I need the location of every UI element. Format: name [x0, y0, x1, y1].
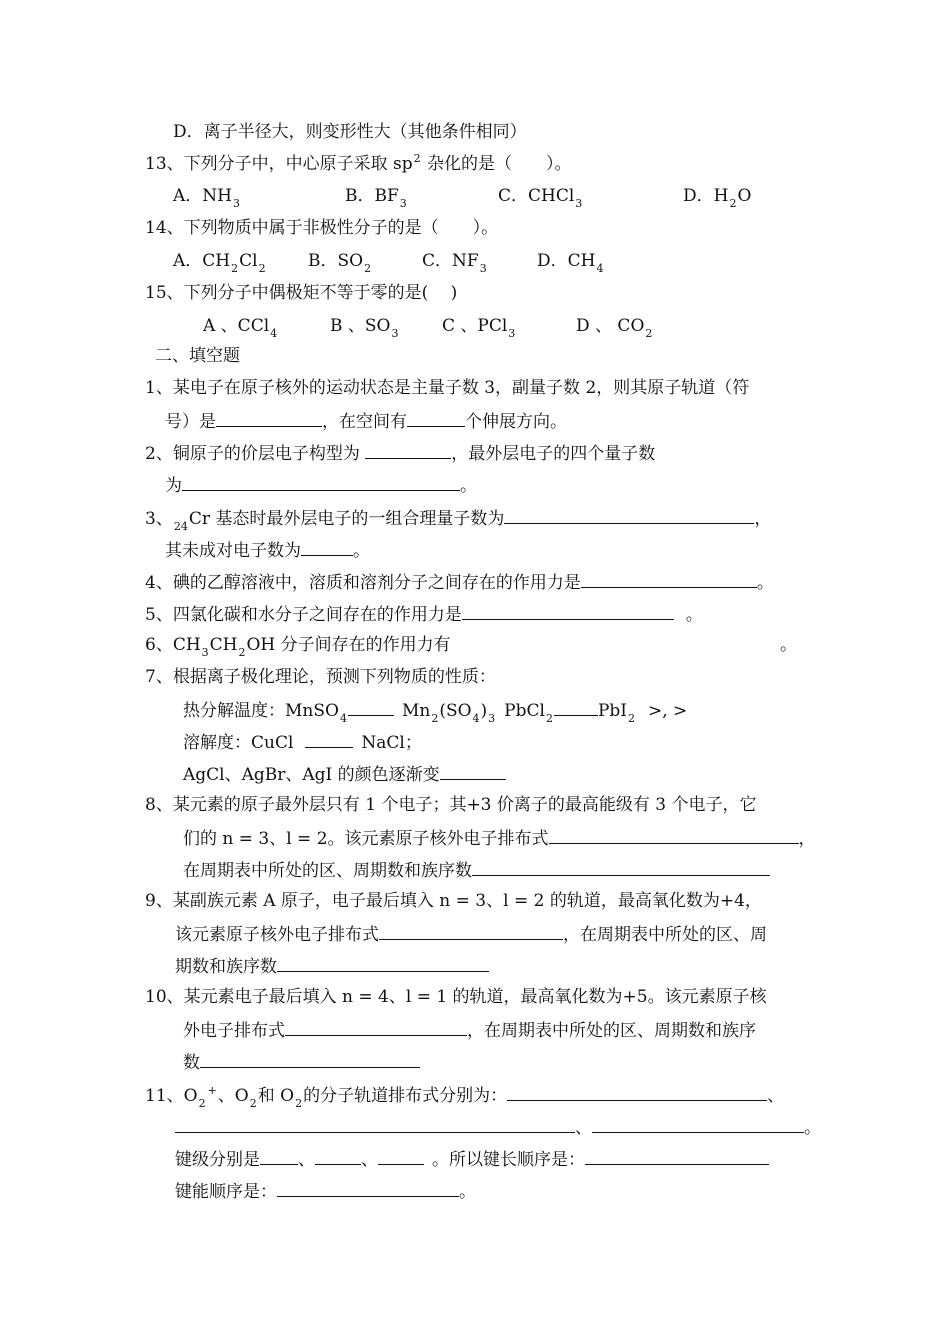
- subscript: 2: [729, 197, 737, 210]
- fill-9-line-3: [175, 955, 489, 977]
- question-text: 。: [804, 1118, 821, 1138]
- question-text: 和 O: [257, 1086, 295, 1106]
- answer-blank[interactable]: [285, 1019, 467, 1036]
- subscript: 3: [232, 197, 240, 210]
- question-text: CH: [209, 635, 238, 655]
- option-text: O: [737, 186, 752, 206]
- fill-2-line-2: [165, 474, 477, 496]
- q12-option-d: [173, 122, 527, 142]
- question-text: 6、CH: [145, 635, 201, 655]
- fill-7-line-1: [183, 699, 687, 723]
- question-text: 。: [353, 541, 370, 561]
- subscript: 4: [339, 712, 347, 725]
- fill-9-line-2: [175, 923, 767, 945]
- option-text: A．CH: [173, 251, 231, 271]
- answer-blank[interactable]: [182, 474, 460, 491]
- question-13-stem: [145, 154, 572, 176]
- subscript: 3: [479, 262, 487, 275]
- answer-blank[interactable]: [301, 539, 353, 556]
- subscript: 2: [231, 262, 239, 275]
- subscript: 4: [472, 712, 480, 725]
- question-text: 热分解温度：MnSO: [183, 701, 339, 721]
- question-text: 。: [460, 476, 477, 496]
- question-text: 7、根据离子极化理论，预测下列物质的性质：: [145, 667, 496, 687]
- subscript: 2: [249, 1097, 257, 1110]
- fill-8-line-3: [183, 859, 770, 881]
- question-text: 4、碘的乙醇溶液中，溶质和溶剂分子之间存在的作用力是: [145, 573, 581, 593]
- fill-7-line-2: [183, 731, 422, 753]
- answer-blank[interactable]: [472, 859, 770, 876]
- option-text: C 、PCl: [442, 316, 508, 336]
- question-text: 数: [183, 1053, 200, 1073]
- answer-blank[interactable]: [554, 699, 598, 716]
- option-text: A 、CCl: [203, 316, 270, 336]
- answer-blank[interactable]: [549, 827, 799, 844]
- subscript: 2: [198, 1097, 206, 1110]
- question-text: NaCl；: [361, 733, 422, 753]
- question-text: 1、某电子在原子核外的运动状态是主量子数 3，副量子数 2，则其原子轨道（符: [145, 378, 750, 398]
- subscript: 2: [627, 712, 635, 725]
- option-text: B．SO: [308, 251, 364, 271]
- stem-text: 杂化的是（ ）。: [427, 154, 572, 174]
- question-text: 、: [767, 1086, 785, 1106]
- question-text: OH 分子间存在的作用力有: [246, 635, 451, 655]
- option-text: B．BF: [345, 186, 399, 206]
- subscript: 3: [575, 197, 583, 210]
- question-text: 。: [756, 573, 774, 593]
- answer-blank[interactable]: [315, 1148, 361, 1165]
- subscript: 3: [201, 646, 209, 659]
- question-text: ，最外层电子的四个量子数: [451, 444, 656, 464]
- question-text: 的分子轨道排布式分别为：: [303, 1086, 508, 1106]
- question-text: 5、四氯化碳和水分子之间存在的作用力是: [145, 605, 462, 625]
- question-14-option-b: [308, 251, 372, 273]
- question-text: 3、: [145, 509, 173, 529]
- answer-blank[interactable]: [260, 1148, 298, 1165]
- question-text: ，在周期表中所处的区、周期数和族序: [467, 1021, 756, 1041]
- stem-text: 14、下列物质中属于非极性分子的是（ ）。: [145, 218, 499, 238]
- question-14-option-c: [422, 251, 488, 273]
- fill-4: [145, 571, 774, 593]
- answer-blank[interactable]: [277, 955, 489, 972]
- question-text: 、O: [217, 1086, 249, 1106]
- fill-1-line-1: [145, 378, 749, 398]
- question-text: 期数和族序数: [175, 957, 277, 977]
- answer-blank[interactable]: [348, 699, 394, 716]
- subscript: 2: [364, 262, 372, 275]
- answer-blank[interactable]: [592, 1116, 804, 1133]
- superscript: 2: [413, 152, 421, 165]
- question-text: ): [480, 701, 488, 721]
- fill-5: [145, 603, 703, 625]
- question-15-option-d: [576, 316, 653, 338]
- subscript: 3: [488, 712, 496, 725]
- subscript: 2: [431, 712, 439, 725]
- subscript: 2: [258, 262, 266, 275]
- subscript: 3: [508, 327, 516, 340]
- fill-8-line-2: [183, 827, 816, 849]
- question-text: PbI: [597, 701, 627, 721]
- fill-10-line-1: [145, 987, 767, 1007]
- subscript: 2: [295, 1097, 303, 1110]
- question-14-option-d: [537, 251, 604, 273]
- question-text: 溶解度：CuCl: [183, 733, 294, 753]
- question-15-option-b: [330, 316, 399, 338]
- question-14-option-a: [173, 251, 267, 273]
- fill-2-line-1: [145, 442, 655, 464]
- question-text: 。: [459, 1182, 476, 1202]
- answer-blank[interactable]: [379, 923, 563, 940]
- question-text: 。: [780, 635, 797, 655]
- question-text: 键能顺序是：: [175, 1182, 277, 1202]
- subscript: 2: [545, 712, 553, 725]
- fill-11-line-2: [175, 1116, 821, 1138]
- question-text: ，: [754, 509, 772, 529]
- answer-blank[interactable]: [216, 410, 322, 427]
- option-text: C．CHCl: [498, 186, 575, 206]
- question-text: (SO: [439, 701, 472, 721]
- stem-text: 15、下列分子中偶极矩不等于零的是( ): [145, 283, 458, 303]
- question-13-option-b: [345, 186, 408, 208]
- answer-blank[interactable]: [175, 1116, 575, 1133]
- question-text: 在周期表中所处的区、周期数和族序数: [183, 861, 472, 881]
- answer-blank[interactable]: [407, 410, 465, 427]
- fill-1-line-2: [165, 410, 567, 432]
- question-text: 、: [361, 1150, 378, 1170]
- fill-7-stem: [145, 667, 496, 687]
- option-text: D 、 CO: [576, 316, 645, 336]
- question-text: 个伸展方向。: [465, 412, 567, 432]
- question-text: 其未成对电子数为: [165, 541, 301, 561]
- question-text: 为: [165, 476, 182, 496]
- answer-blank[interactable]: [581, 571, 757, 588]
- answer-blank[interactable]: [365, 442, 451, 459]
- question-text: >, >: [647, 701, 688, 721]
- question-text: 该元素原子核外电子排布式: [175, 925, 379, 945]
- question-15-stem: [145, 283, 457, 303]
- fill-11-line-1: [145, 1084, 784, 1108]
- question-text: 、: [575, 1118, 592, 1138]
- superscript: +: [207, 1084, 217, 1097]
- fill-11-line-3: [175, 1148, 769, 1170]
- subscript: 4: [596, 262, 604, 275]
- question-text: Mn: [401, 701, 431, 721]
- answer-blank[interactable]: [462, 603, 674, 620]
- question-14-stem: [145, 218, 498, 238]
- option-text: D．离子半径大，则变形性大（其他条件相同）: [173, 122, 527, 142]
- subscript: 2: [645, 327, 653, 340]
- section-title: [155, 346, 240, 366]
- question-text: 。所以键长顺序是：: [432, 1150, 585, 1170]
- answer-blank[interactable]: [305, 731, 353, 748]
- section-title-text: 二、填空题: [155, 346, 240, 366]
- question-text: 键级分别是: [175, 1150, 260, 1170]
- fill-10-line-2: [183, 1019, 756, 1041]
- question-15-option-a: [203, 316, 278, 338]
- option-text: C．NF: [422, 251, 479, 271]
- question-text: ，: [798, 829, 816, 849]
- question-text: ，在周期表中所处的区、周: [563, 925, 767, 945]
- fill-11-line-4: [175, 1180, 476, 1202]
- option-text: A．NH: [173, 186, 232, 206]
- question-13-option-a: [173, 186, 241, 208]
- stem-text: 13、下列分子中，中心原子采取 sp: [145, 154, 413, 174]
- answer-blank[interactable]: [507, 1084, 767, 1101]
- option-text: Cl: [239, 251, 258, 271]
- option-text: D．CH: [537, 251, 596, 271]
- question-text: 8、某元素的原子最外层只有 1 个电子；其+3 价离子的最高能级有 3 个电子，它: [145, 795, 757, 815]
- answer-blank[interactable]: [378, 1148, 424, 1165]
- fill-3-line-2: [165, 539, 370, 561]
- question-15-option-c: [442, 316, 516, 338]
- question-text: PbCl: [504, 701, 545, 721]
- question-text: 外电子排布式: [183, 1021, 285, 1041]
- answer-blank[interactable]: [277, 1180, 459, 1197]
- question-text: 9、某副族元素 A 原子，电子最后填入 n = 3、l = 2 的轨道，最高氧化数为+4，: [145, 891, 762, 911]
- answer-blank[interactable]: [504, 507, 754, 524]
- question-text: 11、O: [145, 1086, 198, 1106]
- option-text: B 、SO: [330, 316, 391, 336]
- fill-8-line-1: [145, 795, 757, 815]
- fill-10-line-3: [183, 1051, 420, 1073]
- subscript: 24: [173, 520, 188, 533]
- subscript: 3: [391, 327, 399, 340]
- fill-3-line-1: [145, 507, 771, 531]
- question-text: 。: [685, 605, 703, 625]
- question-text: AgCl、AgBr、AgI 的颜色逐渐变: [183, 765, 440, 785]
- fill-6-end: [780, 635, 797, 655]
- question-text: 2、铜原子的价层电子构型为: [145, 444, 366, 464]
- fill-7-line-3: [183, 763, 506, 785]
- subscript: 2: [238, 646, 246, 659]
- question-13-option-c: [498, 186, 583, 208]
- answer-blank[interactable]: [200, 1051, 420, 1068]
- answer-blank[interactable]: [585, 1148, 769, 1165]
- subscript: 4: [270, 327, 278, 340]
- fill-6: [145, 635, 451, 657]
- question-13-option-d: [683, 186, 751, 208]
- answer-blank[interactable]: [440, 763, 506, 780]
- question-text: Cr 基态时最外层电子的一组合理量子数为: [188, 509, 505, 529]
- option-text: D．H: [683, 186, 729, 206]
- question-text: 们的 n = 3、l = 2。该元素原子核外电子排布式: [183, 829, 549, 849]
- subscript: 3: [399, 197, 407, 210]
- question-text: 10、某元素电子最后填入 n = 4、l = 1 的轨道，最高氧化数为+5。该元素原子核: [145, 987, 767, 1007]
- fill-9-line-1: [145, 891, 762, 911]
- question-text: 、: [298, 1150, 315, 1170]
- question-text: 号）是: [165, 412, 216, 432]
- question-text: ，在空间有: [322, 412, 407, 432]
